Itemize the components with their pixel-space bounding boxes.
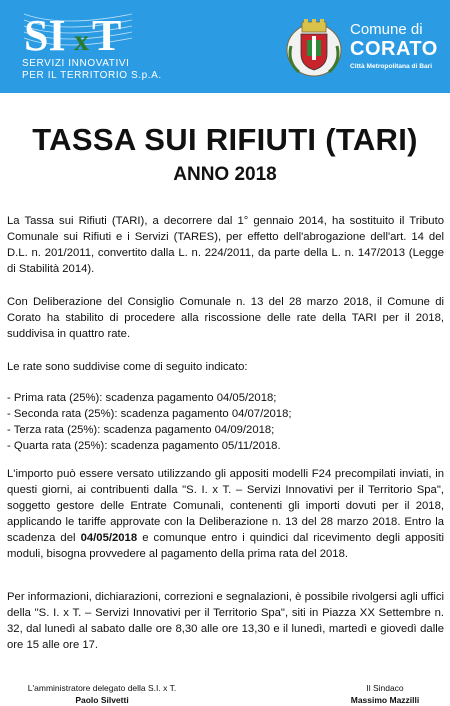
signature-left-role: L'amministratore delegato della S.I. x T. <box>27 683 177 693</box>
svg-text:T: T <box>92 11 122 56</box>
logo-subtitle <box>22 58 162 82</box>
paragraph-info: Per informazioni, dichiarazioni, correzioni e segnalazioni, è possibile rivolgersi agli uffici della "S. I. x T. – Servizi Innovativi per il Territorio Spa", siti in Piazza XX Settembre n. 32, dal lunedì al sabato dalle ore 8,30 alle ore 13,30 e il lunedì, martedì e giovedì dalle ore 15 alle ore 17. <box>7 591 444 651</box>
logo-sub-line2: PER IL TERRITORIO S.p.A. <box>22 70 162 81</box>
signature-left-name: Paolo Silvetti <box>75 695 129 705</box>
paragraph-deliberation: Con Deliberazione del Consiglio Comunale n. 13 del 28 marzo 2018, il Comune di Corato ha stabilito di procedere alla riscossione delle rate della TARI per il 2018, suddivisa in quattro rate. <box>7 296 444 340</box>
signature-right-name: Massimo Mazzilli <box>350 695 420 705</box>
signature-right-role: Il Sindaco <box>366 683 404 693</box>
paragraph-payment <box>7 466 444 562</box>
comune-title <box>350 22 438 72</box>
paragraph-rates-intro: Le rate sono suddivise come di seguito indicato: <box>7 361 248 373</box>
document-title: TASSA SUI RIFIUTI (TARI) <box>32 122 418 157</box>
payment-text-part1: L'importo può essere versato utilizzando gli appositi modelli F24 precompilati inviati, in questi giorni, ai contribuenti dalla "S. I. x T. – Servizi Innovativi per il Territorio Spa", soggetto gestore delle Entrate Comunali, contenenti gli importi dovuti per il 2018, applicando le tariffe approvate con la Deliberazione n. 13 del 28 marzo 2018. Entro la scadenza del <box>7 468 444 544</box>
header-banner <box>0 0 450 93</box>
coat-of-arms-icon <box>285 16 343 78</box>
paragraph-intro: La Tassa sui Rifiuti (TARI), a decorrere dal 1° gennaio 2014, ha sostituito il Tributo Comunale sui Rifiuti e i Servizi (TARES), per effetto dell'abrogazione dell'art. 14 del D.L. n. 201/2011, convertito dalla L. n. 224/2011, da parte della L. n. 147/2013 (Legge di Stabilità 2014). <box>7 215 444 275</box>
signature-left <box>26 682 178 706</box>
payment-deadline: 04/05/2018 <box>80 532 138 544</box>
rate-item-3: - Terza rata (25%): scadenza pagamento 04/09/2018; <box>7 424 275 436</box>
rates-list <box>7 390 444 454</box>
logo-sub-line1: SERVIZI INNOVATIVI <box>22 58 130 69</box>
rate-item-4: - Quarta rata (25%): scadenza pagamento 05/11/2018. <box>7 440 281 452</box>
comune-line3: Città Metropolitana di Bari <box>350 63 433 70</box>
comune-line2: CORATO <box>350 38 438 60</box>
rate-item-2: - Seconda rata (25%): scadenza pagamento 04/07/2018; <box>7 408 292 420</box>
comune-line1: Comune di <box>350 21 423 38</box>
sixt-logo <box>22 10 134 56</box>
document-subtitle: ANNO 2018 <box>173 164 277 185</box>
signature-right <box>345 682 425 706</box>
rate-item-1: - Prima rata (25%): scadenza pagamento 04/05/2018; <box>7 392 277 404</box>
svg-text:SI: SI <box>24 11 66 56</box>
svg-text:x: x <box>74 24 89 56</box>
payment-text-part2: e comunque entro i quindici dal ricevimento degli appositi moduli, bisogna provvedere al pagamento della prima rata del 2018. <box>7 532 444 560</box>
